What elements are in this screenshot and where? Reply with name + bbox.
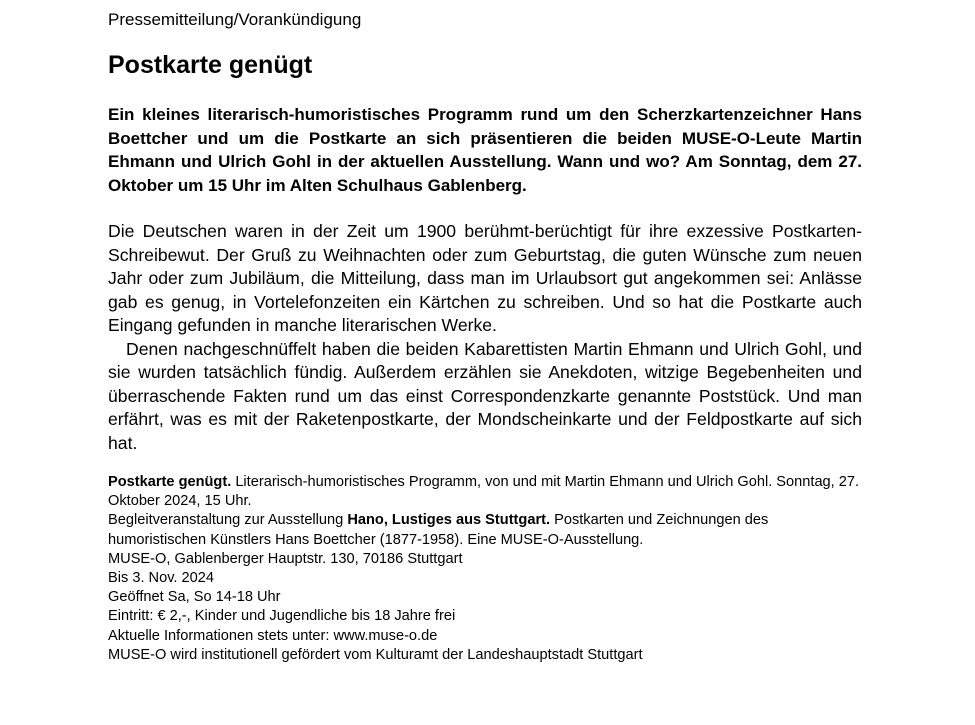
opening-hours: Geöffnet Sa, So 14-18 Uhr (108, 589, 281, 606)
run-until: Bis 3. Nov. 2024 (108, 570, 214, 587)
body-text (108, 220, 862, 455)
exhibition-title: Hano, Lustiges aus Stuttgart. (347, 512, 551, 529)
event-title: Postkarte genügt. (108, 474, 232, 490)
event-info (108, 473, 862, 665)
press-release (108, 8, 862, 665)
event-info-line (108, 473, 862, 511)
body-paragraph-2: Denen nachgeschnüffelt haben die beiden Kabarettisten Martin Ehmann und Ulrich Gohl, und sie wurden tatsächlich fündig. Außerdem erzählen sie Anekdoten, witzige Begebenheiten und überraschende Fakten rund um das einst Correspondenzkarte genannte Poststück. Und man erfährt, was es mit der Raketenpostkarte, der Mondscheinkarte und der Feldpostkarte auf sich hat. (108, 338, 862, 453)
lead-paragraph: Ein kleines literarisch-humoristisches Programm rund um den Scherzkartenzeichner Hans Boettcher und um die Postkarte an sich präsentieren die beiden MUSE-O-Leute Martin Ehmann und Ulrich Gohl in der aktuellen Ausstellung. Wann und wo? Am Sonntag, dem 27. Oktober um 15 Uhr im Alten Schulhaus Gablenberg. (108, 105, 862, 195)
accompany-suffix: Postkarten und Zeichnungen des humoristischen Künstlers Hans Boettcher (1877-1958). Eine MUSE-O-Ausstellung. (108, 512, 769, 548)
address: MUSE-O, Gablenberger Hauptstr. 130, 70186 Stuttgart (108, 550, 463, 567)
admission: Eintritt: € 2,-, Kinder und Jugendliche bis 18 Jahre frei (108, 608, 456, 625)
web-info: Aktuelle Informationen stets unter: www.muse-o.de (108, 627, 438, 644)
body-paragraph-1: Die Deutschen waren in der Zeit um 1900 berühmt-berüchtigt für ihre exzessive Postkarten-Schreibewut. Der Gruß zu Weihnachten oder zum Geburtstag, die guten Wünsche zum neuen Jahr oder zum Jubiläum, die Mitteilung, dass man im Urlaubsort gut angekommen sei: Anlässe gab es genug, in Vortelefonzeiten ein Kärtchen zu schreiben. Und so hat die Postkarte auch Eingang gefunden in manche literarischen Werke. (108, 221, 862, 335)
document-kicker: Pressemitteilung/Vorankündigung (108, 10, 362, 29)
funding-note: MUSE-O wird institutionell gefördert vom Kulturamt der Landeshauptstadt Stuttgart (108, 646, 643, 663)
accompany-prefix: Begleitveranstaltung zur Ausstellung (108, 512, 348, 529)
event-description: Literarisch-humoristisches Programm, von und mit Martin Ehmann und Ulrich Gohl. Sonntag, 27. Oktober 2024, 15 Uhr. (108, 474, 860, 510)
exhibition-info-line (108, 511, 862, 549)
page-title: Postkarte genügt (108, 51, 313, 79)
